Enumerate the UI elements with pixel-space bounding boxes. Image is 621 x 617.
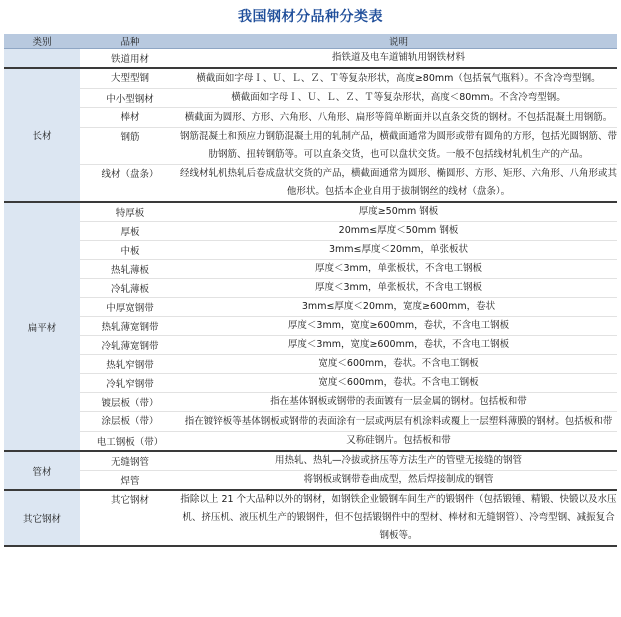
product-description: 3mm≤厚度＜20mm，宽度≥600mm，卷状 [180,298,617,317]
product-description: 厚度＜3mm，单张板状，不含电工钢板 [180,279,617,298]
product-name: 冷轧薄宽钢带 [80,336,180,355]
table-row [4,374,617,393]
product-name: 无缝钢管 [80,451,180,471]
product-description: 经线材轧机热轧后卷成盘状交货的产品，横截面通常为圆形、椭圆形、方形、矩形、六角形、八角形或其他形状。包括本企业自用于拔制钢丝的线材（盘条）。 [180,165,617,203]
table-row [4,336,617,355]
category-cell: 扁平材 [4,202,80,451]
header-category: 类别 [4,34,80,49]
category-cell: 其它钢材 [4,490,80,545]
product-description: 厚度＜3mm，单张板状，不含电工钢板 [180,260,617,279]
product-description: 横截面为圆形、方形、六角形、八角形、扁形等简单断面并以直条交货的钢材。不包括混凝土用钢筋。 [180,108,617,128]
product-description: 厚度≥50mm 钢板 [180,202,617,222]
product-description: 厚度＜3mm，宽度≥600mm，卷状，不含电工钢板 [180,317,617,336]
steel-classification-table [4,34,617,545]
product-description: 指除以上 21 个大品种以外的钢材，如钢铁企业锻钢车间生产的锻钢件（包括锻锤、精锻、快锻以及水压机、挤压机、液压机生产的锻钢件，但不包括锻钢件中的型材、棒材和无缝钢管）、冷弯型钢、减振复合钢板等。 [180,490,617,545]
product-name: 热轧薄板 [80,260,180,279]
header-row [4,34,617,49]
table-row [4,222,617,241]
product-name: 其它钢材 [80,490,180,545]
product-description: 将钢板或钢带卷曲成型，然后焊接制成的钢管 [180,471,617,491]
header-description: 说明 [180,34,617,49]
product-name: 大型型钢 [80,68,180,89]
table-row [4,432,617,452]
product-name: 电工钢板（带） [80,432,180,452]
product-name: 热轧窄钢带 [80,355,180,374]
category-cell: 长材 [4,68,80,202]
table-row [4,89,617,108]
product-description: 钢筋混凝土和预应力钢筋混凝土用的轧制产品，横截面通常为圆形或带有圆角的方形，包括光圆钢筋、带肋钢筋、扭转钢筋等。可以直条交货，也可以盘状交货。一般不包括线材轧机生产的产品。 [180,128,617,165]
product-name: 特厚板 [80,202,180,222]
table-row [4,279,617,298]
product-name: 焊管 [80,471,180,491]
product-description: 宽度＜600mm，卷状。不含电工钢板 [180,355,617,374]
product-description: 指在基体钢板或钢带的表面镀有一层金属的钢材。包括板和带 [180,393,617,412]
product-name: 中板 [80,241,180,260]
product-description: 横截面如字母Ｉ、Ｕ、Ｌ、Ｚ、Ｔ等复杂形状，高度＜80mm。不含冷弯型钢。 [180,89,617,108]
table-row [4,298,617,317]
product-name: 冷轧薄板 [80,279,180,298]
product-name: 中小型钢材 [80,89,180,108]
table-row [4,165,617,203]
product-name: 镀层板（带） [80,393,180,412]
product-description: 宽度＜600mm，卷状。不含电工钢板 [180,374,617,393]
product-description: 用热轧、热轧—冷拔或挤压等方法生产的管壁无接缝的钢管 [180,451,617,471]
product-name: 棒材 [80,108,180,128]
table-row [4,451,617,471]
table-row [4,241,617,260]
product-name: 热轧薄宽钢带 [80,317,180,336]
table-row [4,202,617,222]
category-cell: 管材 [4,451,80,490]
product-name: 线材（盘条） [80,165,180,203]
table-row [4,471,617,491]
product-name: 涂层板（带） [80,412,180,432]
page-title: 我国钢材分品种分类表 [238,9,383,25]
table-row [4,49,617,69]
product-description: 又称硅钢片。包括板和带 [180,432,617,452]
header-product: 品种 [80,34,180,49]
product-description: 指在镀锌板等基体钢板或钢带的表面涂有一层或两层有机涂料或覆上一层塑料薄膜的钢材。包括板和带 [180,412,617,432]
category-cell [4,49,80,69]
table-bottom-rule [4,545,617,547]
product-description: 指铁道及电车道铺轨用钢铁材料 [331,52,465,63]
table-row [4,393,617,412]
table-row [4,260,617,279]
table-row [4,317,617,336]
product-description: 3mm≤厚度＜20mm，单张板状 [180,241,617,260]
product-name: 厚板 [80,222,180,241]
table-row [4,355,617,374]
table-row [4,128,617,165]
product-name: 铁道用材 [110,54,149,65]
product-description: 20mm≤厚度＜50mm 钢板 [180,222,617,241]
product-description: 横截面如字母Ｉ、Ｕ、Ｌ、Ｚ、Ｔ等复杂形状，高度≥80mm（包括氧气瓶料）。不含冷弯型钢。 [180,68,617,89]
table-row [4,412,617,432]
table-row [4,108,617,128]
table-row [4,68,617,89]
product-name: 冷轧窄钢带 [80,374,180,393]
product-name: 中厚宽钢带 [80,298,180,317]
product-name: 钢筋 [80,128,180,165]
table-row [4,490,617,545]
product-description: 厚度＜3mm，宽度≥600mm，卷状，不含电工钢板 [180,336,617,355]
